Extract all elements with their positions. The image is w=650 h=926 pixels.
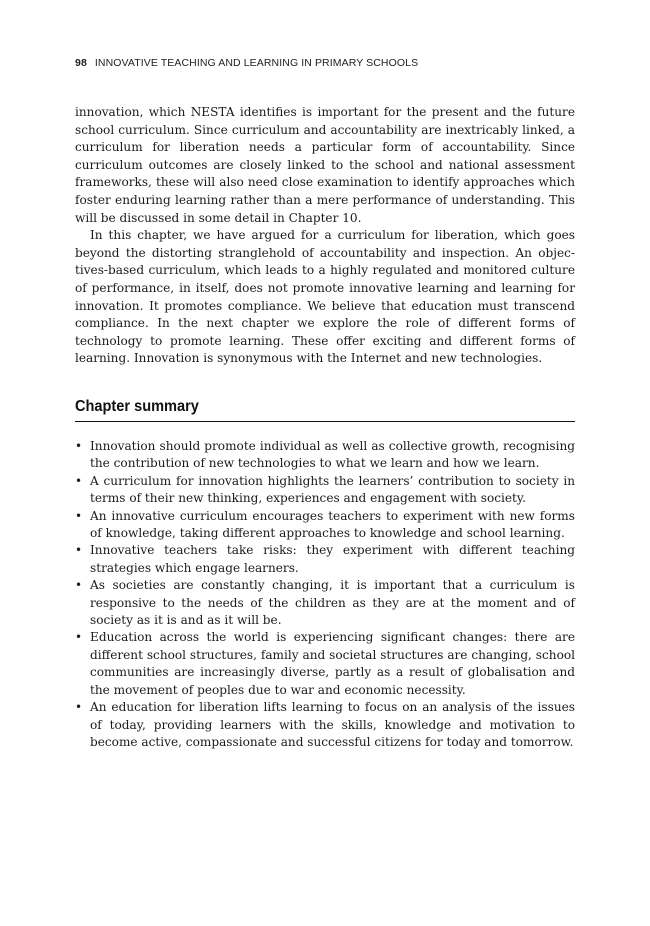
running-title: INNOVATIVE TEACHING AND LEARNING IN PRIMARY SCHOOLS	[94, 57, 419, 69]
list-item	[75, 577, 575, 629]
list-item-text: Innovative teachers take risks: they experiment with different teaching strategies which engage learners.	[90, 543, 575, 575]
paragraph-continuation: innovation, which NESTA identifies is important for the present and the future school curriculum. Since curriculum and accountability are inextricably linked, a curriculum for liberation needs a particular form of accountability. Since curriculum outcomes are closely linked to the school and national assessment frameworks, these will also need close examination to identify approaches which foster enduring learning rather than a mere performance of understanding. This will be discussed in some detail in Chapter 10.	[75, 105, 575, 225]
list-item	[75, 473, 575, 508]
bullet-icon: •	[75, 543, 83, 558]
list-item-text: Innovation should promote individual as well as collective growth, recognising the contribution of new technologies to what we learn and how we learn.	[90, 439, 575, 471]
bullet-icon: •	[75, 473, 83, 488]
list-item	[75, 699, 575, 751]
list-item-text: As societies are constantly changing, it is important that a curriculum is responsive to the needs of the children as they are at the moment and of society as it is and as it will be.	[90, 578, 575, 628]
bullet-icon: •	[75, 439, 83, 453]
list-item-text: Education across the world is experiencing significant changes: there are different school structures, family and societal structures are changing, school communities are increasingly diverse, partly as a result of globalisation and the movement of peoples due to war and economic necessity.	[90, 630, 575, 697]
list-item	[75, 629, 575, 699]
chapter-summary-list	[75, 438, 575, 751]
paragraph-chapter-argument: In this chapter, we have argued for a curriculum for liberation, which goes beyond the distorting stranglehold of accountability and inspection. An objectives-based curriculum, which leads to a highly regulated and monitored culture of performance, in itself, does not promote innovative learning and learning for innovation. It promotes compliance. We believe that education must transcend compliance. In the next chapter we explore the role of different forms of technology to promote learning. These offer exciting and different forms of learning. Innovation is synonymous with the Internet and new technologies.	[75, 228, 575, 366]
body-text	[75, 104, 575, 368]
bullet-icon: •	[75, 700, 83, 715]
list-item	[75, 542, 575, 577]
list-item	[75, 508, 575, 543]
page-number: 98	[75, 57, 87, 69]
bullet-icon: •	[75, 630, 83, 645]
running-header	[75, 57, 575, 69]
list-item-text: An education for liberation lifts learning to focus on an analysis of the issues of today, providing learners with the skills, knowledge and motivation to become active, compassionate and successful citizens for today and tomorrow.	[90, 700, 575, 749]
list-item-text: A curriculum for innovation highlights the learners’ contribution to society in terms of their new thinking, experiences and engagement with society.	[90, 473, 575, 506]
list-item	[75, 438, 575, 473]
bullet-icon: •	[75, 578, 83, 593]
list-item-text: An innovative curriculum encourages teachers to experiment with new forms of knowledge, taking different approaches to knowledge and school learning.	[90, 508, 575, 541]
section-heading-chapter-summary: Chapter summary	[75, 398, 575, 422]
bullet-icon: •	[75, 508, 83, 523]
